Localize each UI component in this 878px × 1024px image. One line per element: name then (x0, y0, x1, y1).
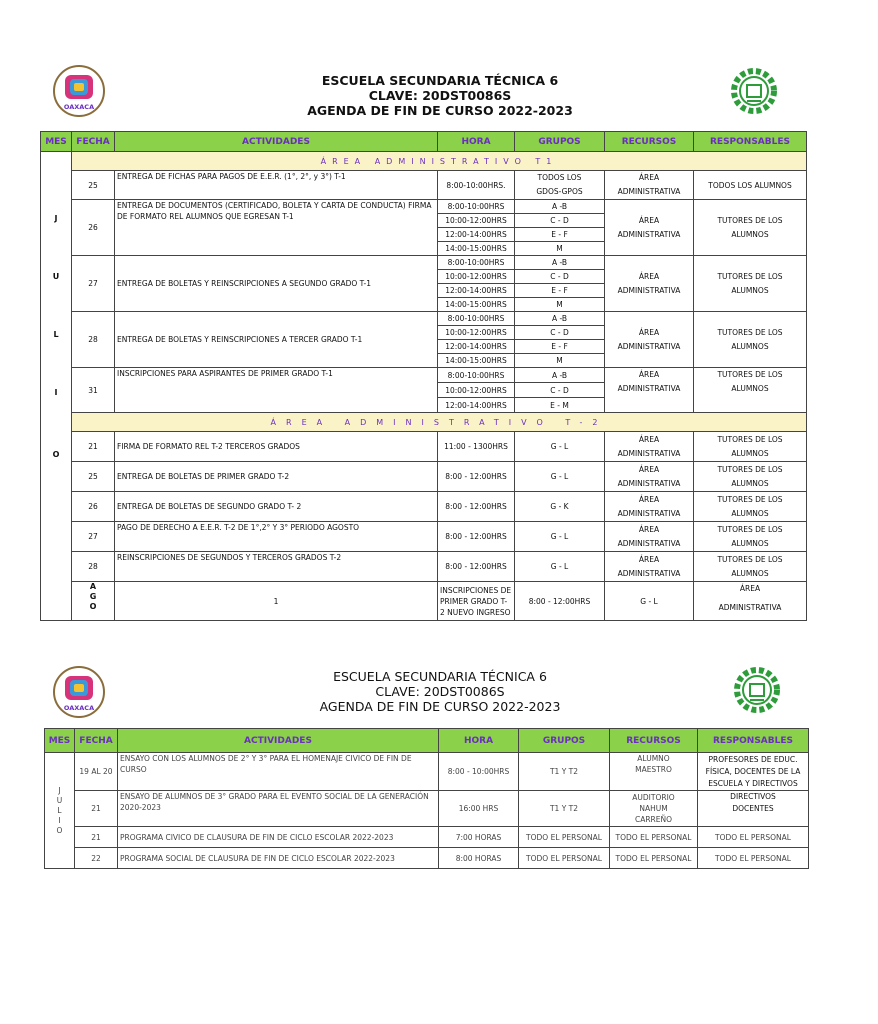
table-row: 27 PAGO DE DERECHO A E.E.R. T-2 DE 1°,2° Y 3° PERIODO AGOSTO 8:00 - 12:00HRS G - L ÁREA ADMINISTRATIVA TUTORES DE LOS ALUMNOS (41, 522, 807, 552)
school-name: ESCUELA SECUNDARIA TÉCNICA 6 (321, 73, 559, 88)
col-fecha: FECHA (75, 729, 118, 753)
table-row: 28 ENTREGA DE BOLETAS Y REINSCRIPCIONES A TERCER GRADO T-1 8:00-10:00HRS A -B ÁREA ADMINISTRATIVA TUTORES DE LOS ALUMNOS (41, 312, 807, 326)
agenda-section-2 (0, 655, 878, 885)
agenda-table-1: MES FECHA ACTIVIDADES HORA GRUPOS RECURSOS RESPONSABLES J U L I O ÁREA ADMINISTRATIVO T1 25 ENTREGA DE FICHAS PARA PAGOS DE E.E.R. (1°, 2°, y 3°) T-1 8:00-10:00HRS. TODOS LOS GDOS-GPOS ÁREA ADMINISTRATIVA TODOS LOS ALUMNOS 26 ENTREGA DE DOCUMENTOS (CERTIFICADO, BOLETA Y CARTA DE CONDUCTA) FIRMA DE FORMATO REL ALUMNOS QUE EGRESAN T-1 8:00-10:00HRS A -B ÁREA ADMINISTRATIVA TUTORES DE LOS ALUMNOS 10:00-12:00HRS C - D 12:00-14:00HRS E - F 14:00-15:00HRS M 27 ENTREGA DE BOLETAS Y REINSCRIPCIONES A SEGUNDO GRADO T-1 8:00-10:00HRS A -B ÁREA ADMINISTRATIVA TUTORES DE LOS ALUMNOS 10:00-12:00HRS C - D 12:00-14:00HRS E - F 14:00-15:00HRS M 28 ENTREGA DE BOLETAS Y REINSCRIPCIONES A TERCER GRADO T-1 8:00-10:00HRS A -B ÁREA ADMINISTRATIVA TUTORES DE LOS ALUMNOS 10:00-12:00HRS C - D 12:00-14:00HRS E - F 14:00-15:00HRS M 31 INSCRIPCIONES PARA ASPIRANTES DE PRIMER GRADO T-1 8:00-10:00HRS A -B ÁREA ADMINISTRATIVA TUTORES DE LOS ALUMNOS 10:00-12:00HRS C - D 12:00-14:00HRS E - M ÁREA ADMINISTRATIVO T-2 21 FIRMA DE FORMATO REL T-2 TERCEROS GRADOS 11:00 - 1300HRS G - L ÁREA ADMINISTRATIVA TUTORES DE LOS ALUMNOS 25 ENTREGA DE BOLETAS DE PRIMER GRADO T-2 8:00 - 12:00HRS G - L ÁREA ADMINISTRATIVA TUTORES DE LOS ALUMNOS 26 ENTREGA DE BOLETAS DE SEGUNDO GRADO T- 2 8:00 - 12:00HRS G - K ÁREA ADMINISTRATIVA TUTORES DE LOS ALUMNOS 27 PAGO DE DERECHO A E.E.R. T-2 DE 1°,2° Y 3° PERIODO AGOSTO 8:00 - 12:00HRS G - L ÁREA ADMINISTRATIVA TUTORES DE LOS ALUMNOS 28 REINSCRIPCIONES DE SEGUNDOS Y TERCEROS GRADOS T-2 8:00 - 12:00HRS G - L ÁREA ADMINISTRATIVA TUTORES DE LOS ALUMNOS A G O 1 INSCRIPCIONES DE PRIMER GRADO T- 2 NUEVO INGRESO 8:00 - 12:00HRS G - L ÁREA ADMINISTRATIVA (40, 131, 807, 621)
school-clave: CLAVE: 20DST0086S (375, 684, 505, 699)
col-actividades: ACTIVIDADES (118, 729, 439, 753)
area-administrativo-t2: ÁREA ADMINISTRATIVO T-2 (72, 413, 807, 432)
col-hora: HORA (438, 132, 515, 152)
table-row: 21 FIRMA DE FORMATO REL T-2 TERCEROS GRADOS 11:00 - 1300HRS G - L ÁREA ADMINISTRATIVA TUTORES DE LOS ALUMNOS (41, 432, 807, 462)
table-row: 25 ENTREGA DE FICHAS PARA PAGOS DE E.E.R. (1°, 2°, y 3°) T-1 8:00-10:00HRS. TODOS LOS GDOS-GPOS ÁREA ADMINISTRATIVA TODOS LOS ALUMNOS (41, 171, 807, 200)
col-recursos: RECURSOS (605, 132, 694, 152)
agenda-title: AGENDA DE FIN DE CURSO 2022-2023 (307, 103, 573, 118)
month-julio: J U L I O (41, 152, 72, 621)
table-row: J U L I O 19 AL 20 ENSAYO CON LOS ALUMNOS DE 2° Y 3° PARA EL HOMENAJE CIVICO DE FIN DE CURSO 8:00 - 10:00HRS T1 Y T2 ALUMNO MAESTRO PROFESORES DE EDUC. FÍSICA, DOCENTES DE LA ESCUELA Y DIRECTIVOS (45, 753, 809, 791)
col-fecha: FECHA (72, 132, 115, 152)
oaxaca-logo (53, 65, 105, 117)
col-grupos: GRUPOS (519, 729, 610, 753)
oaxaca-emblem-icon (55, 67, 103, 115)
table-row: 26 ENTREGA DE BOLETAS DE SEGUNDO GRADO T- 2 8:00 - 12:00HRS G - K ÁREA ADMINISTRATIVA TUTORES DE LOS ALUMNOS (41, 492, 807, 522)
table-row: 21 ENSAYO DE ALUMNOS DE 3° GRADO PARA EL EVENTO SOCIAL DE LA GENERACIÓN 2020-2023 16:00 HRS T1 Y T2 AUDITORIO NAHUM CARREÑO DIRECTIVOS DOCENTES (45, 791, 809, 827)
logo-left-text: OAXACA (63, 704, 95, 712)
col-mes: MES (41, 132, 72, 152)
col-actividades: ACTIVIDADES (115, 132, 438, 152)
header-text (240, 73, 640, 118)
logo-left-text: OAXACA (63, 103, 95, 111)
school-clave: CLAVE: 20DST0086S (368, 88, 512, 103)
table-row: 21 PROGRAMA CIVICO DE CLAUSURA DE FIN DE CICLO ESCOLAR 2022-2023 7:00 HORAS TODO EL PERSONAL TODO EL PERSONAL TODO EL PERSONAL (45, 827, 809, 848)
table-row: 26 ENTREGA DE DOCUMENTOS (CERTIFICADO, BOLETA Y CARTA DE CONDUCTA) FIRMA DE FORMATO REL ALUMNOS QUE EGRESAN T-1 8:00-10:00HRS A -B ÁREA ADMINISTRATIVA TUTORES DE LOS ALUMNOS (41, 200, 807, 214)
col-hora: HORA (439, 729, 519, 753)
table-row: 31 INSCRIPCIONES PARA ASPIRANTES DE PRIMER GRADO T-1 8:00-10:00HRS A -B ÁREA ADMINISTRATIVA TUTORES DE LOS ALUMNOS (41, 368, 807, 383)
table-row: A G O 1 INSCRIPCIONES DE PRIMER GRADO T- 2 NUEVO INGRESO 8:00 - 12:00HRS G - L ÁREA ADMINISTRATIVA (41, 582, 807, 621)
col-mes: MES (45, 729, 75, 753)
col-responsables: RESPONSABLES (694, 132, 807, 152)
month-julio: J U L I O (45, 753, 75, 869)
table-row: 27 ENTREGA DE BOLETAS Y REINSCRIPCIONES A SEGUNDO GRADO T-1 8:00-10:00HRS A -B ÁREA ADMINISTRATIVA TUTORES DE LOS ALUMNOS (41, 256, 807, 270)
school-gear-logo-icon (734, 667, 780, 713)
oaxaca-emblem-icon (55, 668, 103, 716)
agenda-table-2 (44, 728, 809, 869)
school-name: ESCUELA SECUNDARIA TÉCNICA 6 (333, 669, 547, 684)
table-row: 25 ENTREGA DE BOLETAS DE PRIMER GRADO T-2 8:00 - 12:00HRS G - L ÁREA ADMINISTRATIVA TUTORES DE LOS ALUMNOS (41, 462, 807, 492)
col-responsables: RESPONSABLES (698, 729, 809, 753)
table-row: 22 PROGRAMA SOCIAL DE CLAUSURA DE FIN DE CICLO ESCOLAR 2022-2023 8:00 HORAS TODO EL PERSONAL TODO EL PERSONAL TODO EL PERSONAL (45, 848, 809, 869)
month-agosto: A G O (72, 582, 115, 621)
agenda-title: AGENDA DE FIN DE CURSO 2022-2023 (319, 699, 561, 714)
oaxaca-logo (53, 666, 105, 718)
school-gear-logo-icon (731, 68, 777, 114)
header-text (240, 669, 640, 714)
col-recursos: RECURSOS (610, 729, 698, 753)
col-grupos: GRUPOS (515, 132, 605, 152)
table-header-row (41, 132, 807, 152)
table-header-row (45, 729, 809, 753)
area-administrativo-t1: ÁREA ADMINISTRATIVO T1 (72, 152, 807, 171)
table-row: 28 REINSCRIPCIONES DE SEGUNDOS Y TERCEROS GRADOS T-2 8:00 - 12:00HRS G - L ÁREA ADMINISTRATIVA TUTORES DE LOS ALUMNOS (41, 552, 807, 582)
